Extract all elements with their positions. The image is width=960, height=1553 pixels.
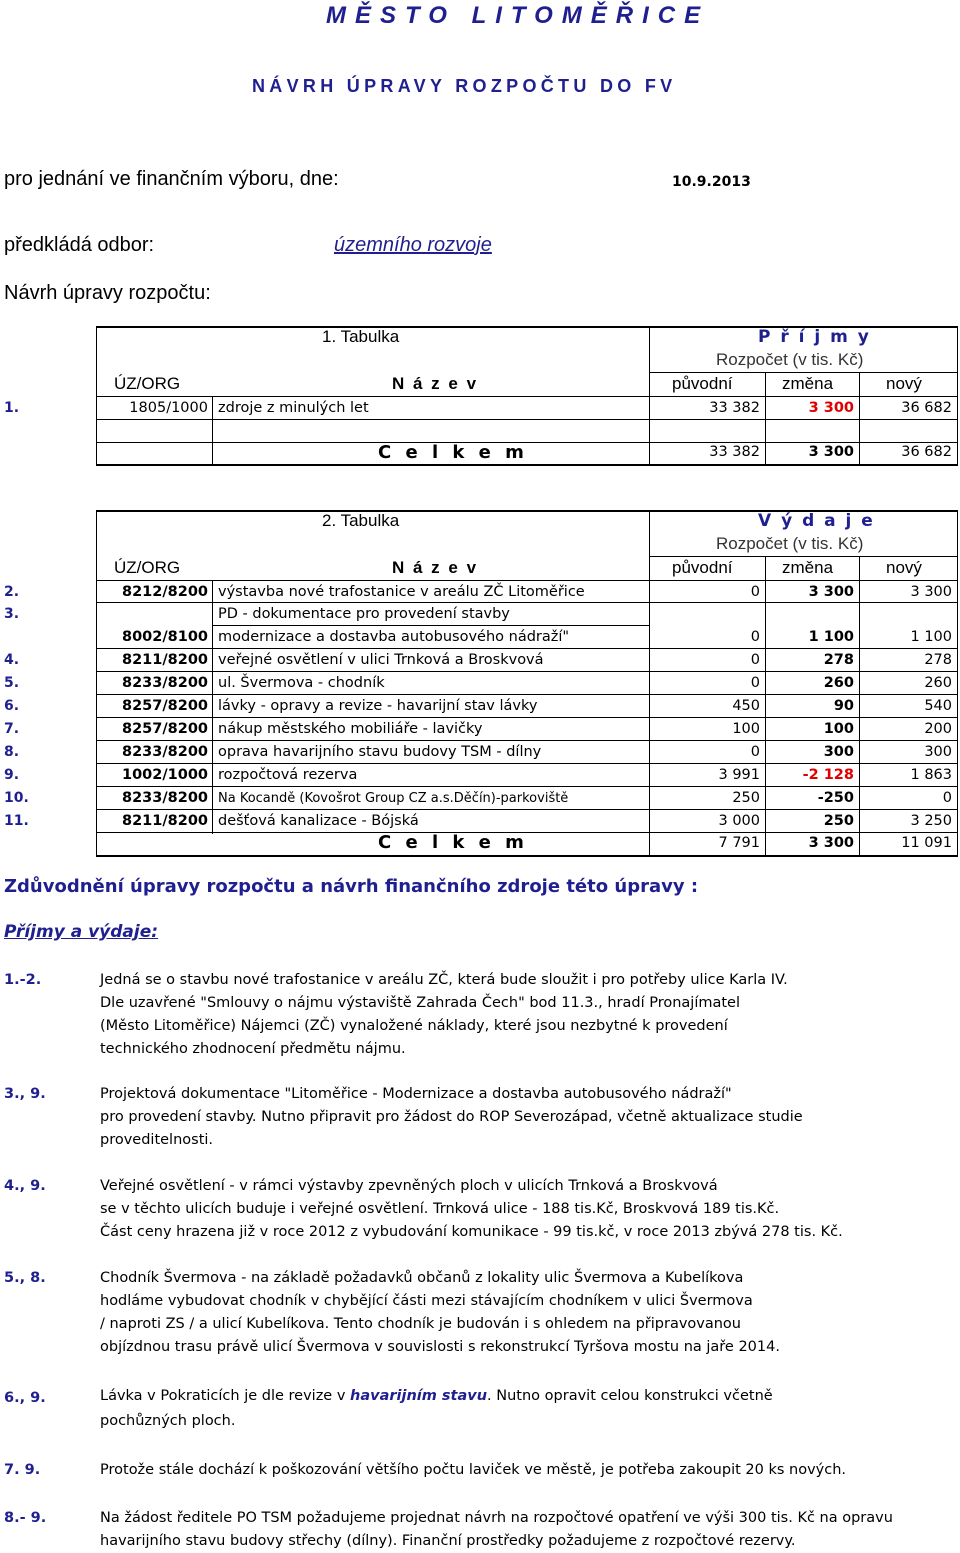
table2-section: V ý d a j e [758, 511, 875, 531]
table-row: 7. 8257/8200 nákup městského mobiliáře - lavičky 100 100 200 [4, 721, 952, 737]
table2-novy-header: nový [886, 558, 922, 577]
table1-zmena-header: změna [782, 374, 834, 393]
table-row: 11. 8211/8200 dešťová kanalizace - Bójská 3 000 250 3 250 [4, 813, 952, 829]
table1-nazev-header: N á z e v [392, 374, 479, 393]
table2-rozpocet-header: Rozpočet (v tis. Kč) [716, 534, 864, 553]
table-row: 8002/8100 modernizace a dostavba autobusového nádraží" 0 1 100 1 100 [121, 629, 952, 645]
justification-heading: Zdůvodnění úpravy rozpočtu a návrh finančního zdroje této úpravy : [4, 876, 699, 897]
table2-nazev-header: N á z e v [392, 558, 479, 577]
justification-subheading: Příjmy a výdaje: [4, 922, 159, 942]
table-row: 2. 8212/8200 výstavba nové trafostanice v areálu ZČ Litoměřice 0 3 300 3 300 [4, 584, 952, 600]
meeting-label: pro jednání ve finančním výboru, dne: [4, 168, 339, 190]
proposal-label: Návrh úpravy rozpočtu: [4, 282, 211, 304]
table2-zmena-header: změna [782, 558, 834, 577]
table2-puvodni-header: původní [672, 558, 733, 577]
table2-title: 2. Tabulka [322, 511, 400, 530]
table-row: 10. 8233/8200 Na Kocandě (Kovošrot Group CZ a.s.Děčín)-parkoviště 250 -250 0 [4, 790, 952, 806]
table-row: 4. 8211/8200 veřejné osvětlení v ulici Trnková a Broskvová 0 278 278 [4, 652, 952, 668]
table-income [0, 326, 960, 468]
table-row: 3. PD - dokumentace pro provedení stavby [4, 606, 510, 622]
table1-novy-header: nový [886, 374, 922, 393]
table2-uzorg-header: ÚZ/ORG [114, 558, 181, 577]
document-subtitle: NÁVRH ÚPRAVY ROZPOČTU DO FV [252, 76, 677, 96]
table1-uzorg-header: ÚZ/ORG [114, 374, 181, 393]
table-row: 8. 8233/8200 oprava havarijního stavu budovy TSM - dílny 0 300 300 [4, 744, 952, 760]
table2-total-row: C e l k e m 7 791 3 300 11 091 [378, 832, 952, 853]
table-row: 6. 8257/8200 lávky - opravy a revize - havarijní stav lávky 450 90 540 [4, 698, 952, 714]
table-row: 1. 1805/1000 zdroje z minulých let 33 382 3 300 36 682 [4, 400, 952, 416]
table-row: 5. 8233/8200 ul. Švermova - chodník 0 260 260 [4, 675, 952, 691]
table1-title: 1. Tabulka [322, 327, 400, 346]
table-expenses [0, 510, 960, 860]
city-title: MĚSTO LITOMĚŘICE [326, 2, 710, 29]
meeting-date: 10.9.2013 [672, 174, 751, 190]
table1-total-row: C e l k e m 33 382 3 300 36 682 [378, 442, 952, 463]
dept-value: územního rozvoje [334, 234, 492, 256]
table1-rozpocet-header: Rozpočet (v tis. Kč) [716, 350, 864, 369]
dept-label: předkládá odbor: [4, 234, 155, 256]
table1-section: P ř í j m y [758, 327, 871, 347]
table-row: 9. 1002/1000 rozpočtová rezerva 3 991 -2 128 1 863 [4, 767, 952, 783]
table1-puvodni-header: původní [672, 374, 733, 393]
